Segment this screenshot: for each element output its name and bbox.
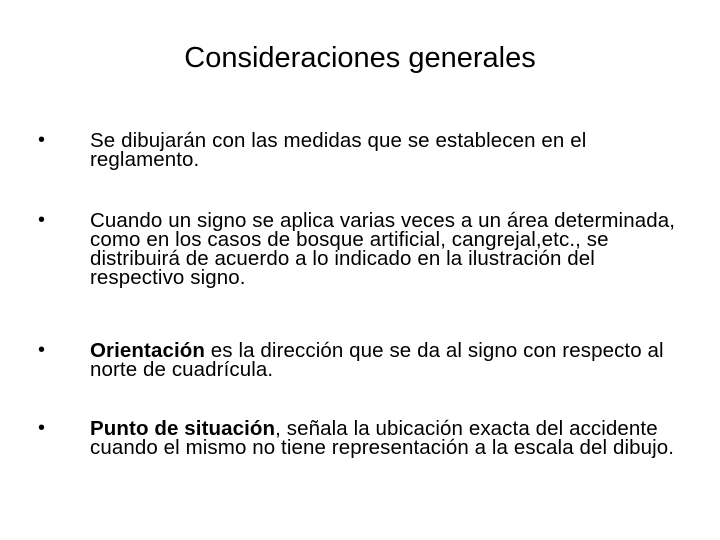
slide-title: Consideraciones generales	[184, 42, 536, 74]
bullet-text-body: Cuando un signo se aplica varias veces a un área determinada, como en los casos de bosque artificial, cangrejal,etc., se distribuirá de acuerdo a lo indicado en la ilustración del respectivo signo.	[90, 209, 676, 289]
bullet-text	[90, 341, 680, 379]
bullet-icon: •	[38, 339, 46, 361]
bullet-text-body: Se dibujarán con las medidas que se establecen en el reglamento.	[90, 129, 587, 171]
bullet-icon: •	[38, 417, 46, 439]
bullet-text-body: , señala la ubicación exacta del accidente cuando el mismo no tiene representación a la escala del dibujo.	[90, 417, 675, 459]
bullet-text	[90, 211, 680, 287]
bullet-text-body: es la dirección que se da al signo con respecto al norte de cuadrícula.	[90, 339, 664, 381]
bullet-text	[90, 419, 680, 457]
bullet-text	[90, 131, 680, 169]
bullet-term: Punto de situación	[90, 417, 276, 440]
bullet-icon: •	[38, 129, 46, 151]
bullet-term: Orientación	[90, 339, 206, 362]
bullet-icon: •	[38, 209, 46, 231]
